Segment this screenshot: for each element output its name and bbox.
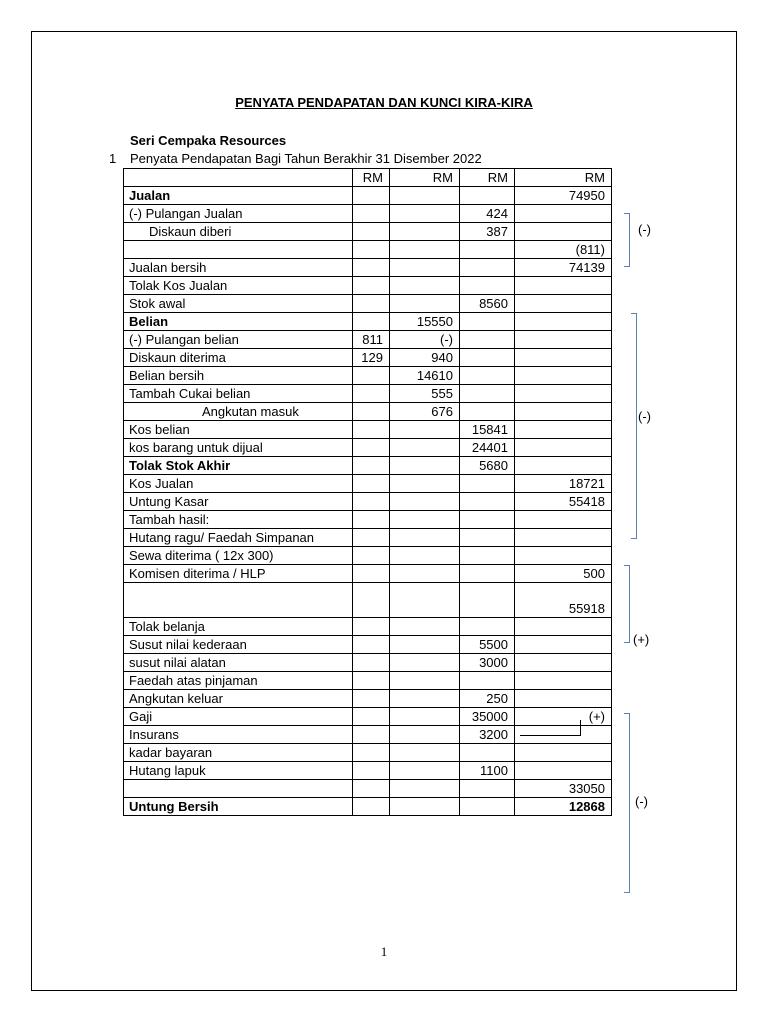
table-row (124, 547, 612, 565)
cell (353, 798, 390, 816)
cell (390, 205, 460, 223)
cell (353, 421, 390, 439)
cell (390, 475, 460, 493)
table-row (124, 385, 612, 403)
cell (353, 295, 390, 313)
table-row (124, 529, 612, 547)
table-row (124, 672, 612, 690)
row-label: Susut nilai kederaan (124, 636, 353, 654)
table-row (124, 403, 612, 421)
cell: 12868 (515, 798, 612, 816)
cell: 15841 (460, 421, 515, 439)
tick-mark (520, 720, 581, 736)
table-row (124, 367, 612, 385)
cell (390, 798, 460, 816)
cell (353, 636, 390, 654)
cell (390, 493, 460, 511)
income-statement-table (123, 168, 612, 816)
cell: 18721 (515, 475, 612, 493)
row-label: (-) Pulangan Jualan (124, 205, 353, 223)
cell (390, 277, 460, 295)
cell: 35000 (460, 708, 515, 726)
row-label (124, 241, 353, 259)
cell (515, 744, 612, 762)
cell (353, 475, 390, 493)
cell: 3200 (460, 726, 515, 744)
sales-bracket (624, 213, 630, 267)
cell: (-) (390, 331, 460, 349)
cell (390, 690, 460, 708)
cell (460, 511, 515, 529)
cell (390, 636, 460, 654)
cell: 250 (460, 690, 515, 708)
cell (353, 187, 390, 205)
cell (390, 187, 460, 205)
cell (515, 762, 612, 780)
table-row (124, 421, 612, 439)
cell (515, 331, 612, 349)
cell (390, 529, 460, 547)
cell (460, 744, 515, 762)
cell (515, 403, 612, 421)
cell: 811 (353, 331, 390, 349)
row-label: kadar bayaran (124, 744, 353, 762)
cell: 5680 (460, 457, 515, 475)
row-label: Tambah Cukai belian (124, 385, 353, 403)
cell (515, 529, 612, 547)
cell (390, 618, 460, 636)
header-row (124, 169, 612, 187)
cell (390, 457, 460, 475)
cell (460, 618, 515, 636)
cell (353, 367, 390, 385)
cell (460, 187, 515, 205)
table-row (124, 780, 612, 798)
cell (460, 565, 515, 583)
cell (390, 565, 460, 583)
row-label: Gaji (124, 708, 353, 726)
cell: 3000 (460, 654, 515, 672)
table-row (124, 583, 612, 618)
row-label: Komisen diterima / HLP (124, 565, 353, 583)
table-row (124, 313, 612, 331)
cell (515, 385, 612, 403)
cell (390, 583, 460, 618)
cell (515, 205, 612, 223)
cell (353, 762, 390, 780)
row-label: Diskaun diberi (124, 223, 353, 241)
row-label: Faedah atas pinjaman (124, 672, 353, 690)
cell (515, 313, 612, 331)
cell (353, 654, 390, 672)
row-label: Untung Bersih (124, 798, 353, 816)
row-label: Sewa diterima ( 12x 300) (124, 547, 353, 565)
table-row (124, 493, 612, 511)
cell (353, 241, 390, 259)
header-cell: RM (460, 169, 515, 187)
cell (390, 744, 460, 762)
table-row (124, 654, 612, 672)
cell (460, 349, 515, 367)
cell (515, 223, 612, 241)
cell (515, 349, 612, 367)
table-row (124, 259, 612, 277)
table-row (124, 349, 612, 367)
cell (353, 708, 390, 726)
row-label: Tambah hasil: (124, 511, 353, 529)
table-row (124, 475, 612, 493)
cell: 33050 (515, 780, 612, 798)
cell (390, 547, 460, 565)
row-label: Jualan (124, 187, 353, 205)
cost-bracket (631, 313, 637, 539)
row-label: Insurans (124, 726, 353, 744)
row-label: Hutang ragu/ Faedah Simpanan (124, 529, 353, 547)
cell (515, 547, 612, 565)
expense-bracket-label: (-) (635, 794, 648, 809)
row-label: Angkutan keluar (124, 690, 353, 708)
row-label: Stok awal (124, 295, 353, 313)
statement-number: 1 (109, 151, 117, 166)
row-label: Jualan bersih (124, 259, 353, 277)
cell (353, 403, 390, 421)
cell (353, 780, 390, 798)
table-row (124, 690, 612, 708)
cell (353, 259, 390, 277)
cell: 74139 (515, 259, 612, 277)
cell (390, 672, 460, 690)
cell (515, 654, 612, 672)
header-cell: RM (515, 169, 612, 187)
cell: 55918 (515, 583, 612, 618)
cell: 424 (460, 205, 515, 223)
cell: 387 (460, 223, 515, 241)
cell: 555 (390, 385, 460, 403)
cell: 14610 (390, 367, 460, 385)
table-row (124, 618, 612, 636)
cell (460, 367, 515, 385)
cell (390, 295, 460, 313)
cell: 15550 (390, 313, 460, 331)
cell (353, 726, 390, 744)
table-row (124, 636, 612, 654)
cell (460, 385, 515, 403)
cell (515, 672, 612, 690)
cell (353, 672, 390, 690)
cell (353, 439, 390, 457)
cell (390, 762, 460, 780)
cell (460, 529, 515, 547)
sales-bracket-label: (-) (638, 222, 651, 237)
cell (460, 672, 515, 690)
cell (390, 780, 460, 798)
cell: 500 (515, 565, 612, 583)
cost-bracket-label: (-) (638, 409, 651, 424)
expense-bracket (624, 713, 630, 893)
cell (353, 511, 390, 529)
cell (353, 547, 390, 565)
income-bracket-label: (+) (633, 632, 650, 647)
row-label: Tolak belanja (124, 618, 353, 636)
cell (460, 403, 515, 421)
header-cell: RM (353, 169, 390, 187)
cell (390, 259, 460, 277)
cell: 24401 (460, 439, 515, 457)
row-label: Untung Kasar (124, 493, 353, 511)
cell (460, 313, 515, 331)
cell (515, 295, 612, 313)
cell (515, 690, 612, 708)
cell (460, 798, 515, 816)
cell: 129 (353, 349, 390, 367)
cell (353, 690, 390, 708)
row-label (124, 780, 353, 798)
cell (515, 421, 612, 439)
cell: 74950 (515, 187, 612, 205)
cell (515, 636, 612, 654)
row-label: Belian (124, 313, 353, 331)
company-name: Seri Cempaka Resources (130, 133, 287, 148)
table-row (124, 744, 612, 762)
row-label: Tolak Stok Akhir (124, 457, 353, 475)
cell (460, 583, 515, 618)
cell (515, 511, 612, 529)
cell (515, 439, 612, 457)
table-row (124, 511, 612, 529)
cell: 5500 (460, 636, 515, 654)
cell (353, 565, 390, 583)
cell: 8560 (460, 295, 515, 313)
cell (460, 475, 515, 493)
header-cell: RM (390, 169, 460, 187)
cell (390, 439, 460, 457)
cell (353, 457, 390, 475)
cell (460, 241, 515, 259)
cell: 940 (390, 349, 460, 367)
cell (353, 205, 390, 223)
row-label (124, 583, 353, 618)
document-title: PENYATA PENDAPATAN DAN KUNCI KIRA-KIRA (235, 95, 533, 110)
cell (353, 744, 390, 762)
cell (353, 618, 390, 636)
cell (353, 313, 390, 331)
cell (353, 223, 390, 241)
cell (515, 367, 612, 385)
cell: 55418 (515, 493, 612, 511)
row-label: Kos Jualan (124, 475, 353, 493)
table-row (124, 205, 612, 223)
row-label: Diskaun diterima (124, 349, 353, 367)
table-row (124, 762, 612, 780)
table-row (124, 277, 612, 295)
cell (390, 654, 460, 672)
table-row (124, 798, 612, 816)
cell (390, 241, 460, 259)
cell (460, 547, 515, 565)
header-cell (124, 169, 353, 187)
cell: (811) (515, 241, 612, 259)
cell (460, 277, 515, 295)
table-row (124, 457, 612, 475)
table-row (124, 565, 612, 583)
row-label: kos barang untuk dijual (124, 439, 353, 457)
table-row (124, 241, 612, 259)
row-label: Belian bersih (124, 367, 353, 385)
table-row (124, 187, 612, 205)
cell: (+) (515, 708, 612, 726)
cell (390, 726, 460, 744)
cell (390, 223, 460, 241)
table-row (124, 295, 612, 313)
cell (460, 780, 515, 798)
cell (390, 511, 460, 529)
statement-title: Penyata Pendapatan Bagi Tahun Berakhir 31 Disember 2022 (130, 151, 482, 166)
row-label: susut nilai alatan (124, 654, 353, 672)
cell (353, 385, 390, 403)
cell (353, 277, 390, 295)
cell (390, 421, 460, 439)
cell (353, 493, 390, 511)
cell (390, 708, 460, 726)
page-number: 1 (380, 944, 388, 959)
row-label: Kos belian (124, 421, 353, 439)
cell (353, 529, 390, 547)
cell (460, 493, 515, 511)
cell (515, 457, 612, 475)
cell (515, 277, 612, 295)
row-label: Hutang lapuk (124, 762, 353, 780)
cell (460, 259, 515, 277)
row-label: (-) Pulangan belian (124, 331, 353, 349)
cell (515, 618, 612, 636)
income-bracket (624, 565, 630, 643)
row-label: Angkutan masuk (124, 403, 353, 421)
table-row (124, 223, 612, 241)
cell (460, 331, 515, 349)
cell: 1100 (460, 762, 515, 780)
cell (353, 583, 390, 618)
cell: 676 (390, 403, 460, 421)
table-row (124, 331, 612, 349)
row-label: Tolak Kos Jualan (124, 277, 353, 295)
table-row (124, 439, 612, 457)
